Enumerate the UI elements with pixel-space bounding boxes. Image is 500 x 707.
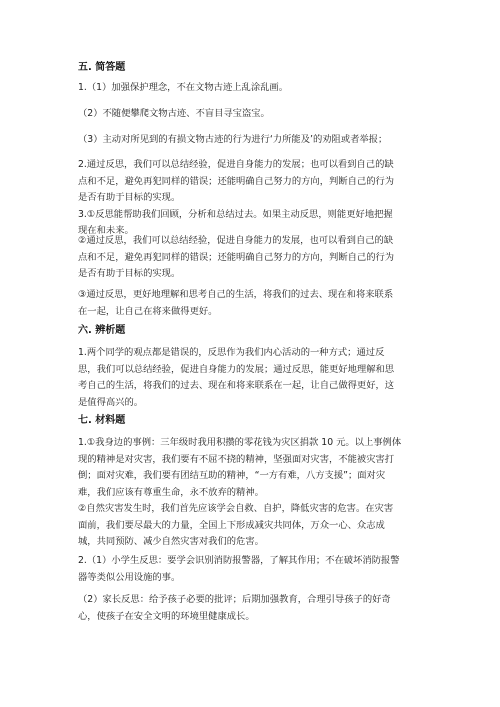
short-answer-q1-part1: 1.（1）加强保护理念，不在文物古迹上乱涂乱画。: [78, 82, 289, 93]
discrimination-answer: 1.两个同学的观点都是错误的，反思作为我们内心活动的一种方式；通过反 思，我们可以总结经验，促进自身能力的发展；通过反思，能更好地理解和思 考自己的生活，将我们的过去、现在和将来联系在一起，让自己做得更好，这 是值得高兴的。: [78, 347, 395, 408]
section-title-material: 七. 材料题: [78, 415, 126, 426]
material-q1-point1: 1.①我身边的事例：三年级时我用积攒的零花钱为灾区捐款 10 元。以上事例体 现的精神是对灾害，我们要有不屈不挠的精神，坚强面对灾害，不能被灾害打 倒；面对灾难，我们要有团结互助的精神，“一方有难，八方支援”；面对灾 难，我们应该有尊重生命，永不放弃的精神。: [78, 437, 402, 498]
section-title-short-answer: 五. 简答题: [78, 62, 126, 73]
short-answer-q1-part2: （2）不随便攀爬文物古迹、不盲目寻宝盗宝。: [78, 108, 270, 119]
material-q1-point2: ②自然灾害发生时，我们首先应该学会自救、自护，降低灾害的危害。在灾害 面前，我们要尽最大的力量，全国上下形成减灾共同体，万众一心、众志成 城，共同预防、减少自然灾害对我们的危害。: [78, 503, 394, 547]
material-q2-part2: （2）家长反思：给予孩子必要的批评；后期加强教育，合理引导孩子的好奇 心，使孩子在安全文明的环境里健康成长。: [78, 594, 391, 622]
section-title-discrimination: 六. 辨析题: [78, 325, 126, 336]
short-answer-q2-q3: 2.通过反思，我们可以总结经验，促进自身能力的发展；也可以看到自己的缺 点和不足，避免再犯同样的错误；还能明确自己努力的方向，判断自己的行为 是否有助于目标的实现。 3.①反思能帮助我们回顾，分析和总结过去。如果主动反思，则能更好地把握 现在和未来。: [78, 159, 395, 236]
short-answer-q1-part3: （3）主动对所见到的有损文物古迹的行为进行‘力所能及’的劝阻或者举报；: [78, 134, 388, 145]
short-answer-q3-point3: ③通过反思，更好地理解和思考自己的生活，将我们的过去、现在和将来联系 在一起，让自己在将来做得更好。: [78, 289, 394, 317]
short-answer-q3-point2: ②通过反思，我们可以总结经验，促进自身能力的发展，也可以看到自己的缺 点和不足，避免再犯同样的错误；还能明确自己努力的方向，判断自己的行为 是否有助于目标的实现。: [78, 235, 395, 279]
material-q2-part1: 2.（1）小学生反思：要学会识别消防报警器，了解其作用；不在破坏消防报警 器等类似公用设施的事。: [78, 555, 400, 583]
